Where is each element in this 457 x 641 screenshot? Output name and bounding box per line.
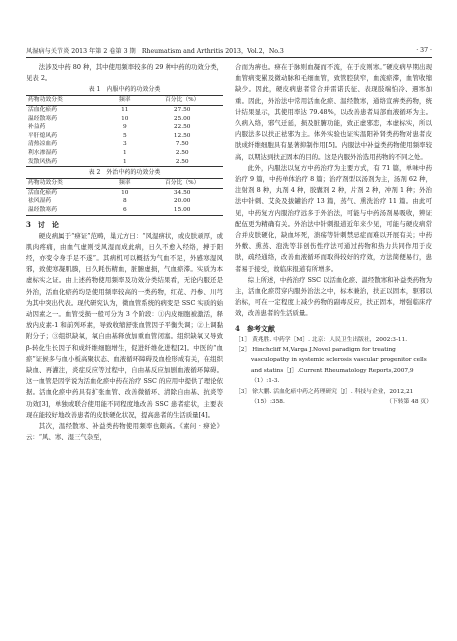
body-columns [26,62,432,443]
reference-item-3-text: ［3］ 徐大鹏. 活血化瘀中药之药理研究［J］. 科技与企业，2012,21（15）:358. [235,388,414,406]
reference-list [235,335,432,408]
table1-cell: 2.50 [175,158,189,165]
table2-row [26,206,223,215]
table1-col-frequency: 频率 [118,97,131,104]
table2-header-row [26,179,223,189]
table1-col-percent: 百分比（%） [164,97,200,104]
table1-cell: 清热凉血药 [28,141,57,148]
page-number: · 37 · [416,46,432,54]
section-heading-references: 4 参考文献 [235,323,275,333]
table1-row [26,140,223,149]
table1-cell: 活血化瘀药 [28,107,57,113]
table2-cell: 20.00 [173,198,191,205]
table2-cell: 6 [122,206,127,213]
right-paragraph-2: 此外，内服法以复方中药治疗为主要方式，有 71 篇，单味中药治疗 9 篇，中药单体治疗 8 篇；治疗剂型以汤剂为主，汤剂 62 种，注射剂 8 种，丸剂 4 种，胶囊剂 2 种，片剂 2 种，冲剂 1 种；外治法中针刺、艾灸及拔罐治疗 13 篇，蒸气、熏洗治疗 11 篇。由此可见，中药复方内服治疗远多于外治法，可能与中药汤剂易吸收，辨证配伍更为精确有关。外治法中针刺报道近年来少见，可能与硬皮病常合并皮肤硬化，缺血坏死，溃疡等针刺禁忌症而难以开展有关；中药外敷、熏蒸、泡洗等非创伤性疗法可通过药物和热力共同作用于皮肤，疏经通络，改善血液循环而取得较好的疗效，方法简便易行，患者易于接受，故临床报道有所增多。 [235,163,432,273]
table2-cell: 15.00 [173,206,191,213]
table1-caption: 表 1 内服中药的功效分类 [88,86,161,94]
table2-col-percent: 百分比（%） [164,180,200,187]
table1-cell: 平肝熄风药 [28,132,57,139]
table1-cell: 2.50 [175,149,189,156]
table1-cell: 7.50 [175,141,189,148]
discussion-paragraph-2: 其次，温经散寒、补益类药物使用频率也颇高。《素问 · 痹论》云：“风、寒、湿三气杂至， [26,421,223,442]
table1-row [26,158,223,167]
table1-cell: 22.50 [173,124,191,131]
table1-cell: 利水渗湿药 [28,149,57,156]
discussion-paragraph-1: 硬皮病属于“痹证”范畴，巢元方曰：“风湿痹状，或皮肤顽厚，或肌肉疼痛，由血气虚则受风湿而成此病，日久不愈入经络，搏于阳经，亦变令身手足不遂”。其病机可以概括为气血不足，外感寒湿风邪，致使寒凝肌腠，日久耗伤精血，脏腑虚损，气血瘀滞。实质为本虚标实之证。由上述药物使用频率及功效分类结果看，无论内服还是外治，活血化瘀药均是使用频率较高的一类药物，红花、丹参、川芎为其中突出代表。现代研究认为，微血管系统的病变是 SSC 实质的始动因素之一。血管受损一般可分为 3 个阶段：①内皮细胞被激活，释放内皮素-1 和前列环素，导致收缩舒张血管因子平衡失调；②上调黏附分子；③组织缺氧，氧自由基释放加重血管闭塞。组织缺氧又导致 β-转化生长因子和成纤维细胞增生，促进纤维化进程[2]。中医的“血瘀”证候多与血小板高聚状态、血液循环障碍及血栓形成有关，在组织缺血、再灌注，炎症反应等过程中，自由基反应加剧血液循环障碍。这一血管是因学说为活血化瘀中药在治疗 SSC 的应用中提供了理论依据。活血化瘀中药具有扩张血管、改善微循环、清除自由基、抗炎等功效[3]，单独或联合使用能不同程度地改善 SSC 患者症状，主要表现在能较好地改善患者的皮肤硬化状况，提高患者的生活质量[4]。 [26,231,223,419]
right-paragraph-3: 综上所述，中药治疗 SSC 以活血化瘀、温经散寒和补益类药物为主，活血化瘀贯穿内服外治法之中，标本兼治，扶正以固本，驱邪以治标，可在一定程度上减少药物的副毒反应，扶正固本，增强临床疗效，改善患者的生活质量。 [235,275,432,318]
reference-item-1: ［1］ 黄兆胜. 中药学［M］. 北京：人民卫生出版社，2002:3-11. [235,336,408,343]
table1-header-row [26,96,223,106]
table2-cell: 温经散寒药 [28,206,57,213]
table1-cell: 12.50 [173,132,191,139]
intro-paragraph: 法涉及中药 80 种，其中使用频率较多的 29 种中药的功效分类，见表 2。 [26,63,223,83]
table1-cell: 1 [122,158,127,165]
reference-item-3 [235,387,432,408]
continued-note: （下转第 48 页） [386,399,432,406]
table1-cell: 3 [122,141,127,148]
right-column [235,62,432,443]
table1-cell: 11 [121,107,129,113]
table1-cell: 5 [122,132,127,139]
table1-cell: 9 [122,124,127,131]
table2-cell: 活血化瘀药 [28,189,57,196]
table1-col-category: 药物功效分类 [28,97,63,104]
table2-row [26,197,223,206]
table2-cell: 祛风湿药 [28,198,52,205]
table2 [26,178,223,215]
table1-cell: 10 [121,115,129,122]
reference-item-2: ［2］ Hinchcliff M,Varga J.Novel paradigm for treating vasculopathy in systemic sclerosis vascular progenitor cells and statins［J］.Current Rheumatology Reports,2007,9（1）:1-3. [235,347,427,385]
table2-cell: 34.50 [173,189,191,196]
table1-row [26,106,223,115]
table1-cell: 25.00 [173,115,191,122]
table1-cell: 27.50 [173,107,191,113]
left-column [26,62,223,443]
section-heading-discussion: 3 讨 论 [26,219,59,229]
table2-cell: 10 [121,189,129,196]
table2-caption: 表 2 外治中药的功效分类 [88,169,161,177]
journal-title: 风湿病与关节炎 2013 年第 2 卷第 3 期 Rheumatism and Arthritis 2013，Vol.2，No.3 [26,47,284,55]
table1-cell: 发散风热药 [28,158,57,165]
table1-row [26,123,223,132]
table1-cell: 补益药 [28,124,46,131]
table1-cell: 1 [122,149,127,156]
table1 [26,95,223,167]
table2-col-category: 药物功效分类 [28,180,63,187]
table1-row [26,115,223,124]
right-paragraph-1: 合而为痹也。痹在于脉则血凝而不流，在于皮则寒。”硬皮病早期出现血管病变累及微动脉和毛细血管，致管腔狭窄，血流瘀滞，血管收缩缺少。因此，硬皮病患者常合并雷诺氏征、表现肢端怕冷、遇寒加重。因此，外治法中常用活血化瘀、温经散寒，通络宣痹类药物，统计结果显示，其使用率达 79.48%，以改善患者局部血液循环为主。久病入络，邪气迁延，损及脏腑功能，致正虚邪恋，本虚标实，所以内服法多以扶正祛邪为主。体外实验也证实温阳补肾类药物对患者皮肤成纤维细胞具有显著抑制作用[5]。内服法中补益类药物使用频率较高，以期达到扶正固本的目的。这是内服外治选用药物的不同之处。 [235,63,432,161]
table1-cell: 温经散寒药 [28,115,57,122]
table2-row [26,188,223,197]
table1-row [26,149,223,158]
table2-col-frequency: 频率 [118,180,131,187]
table2-cell: 8 [122,198,127,205]
table1-row [26,132,223,141]
running-header [26,44,432,58]
